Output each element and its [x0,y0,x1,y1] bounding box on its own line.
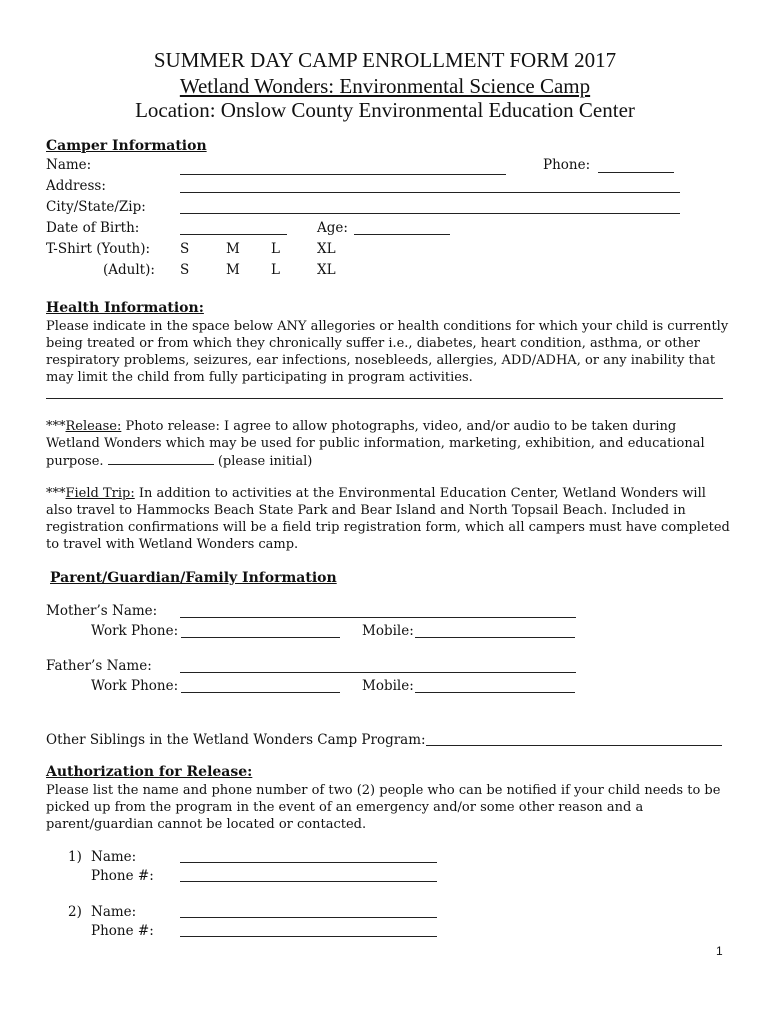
field-trip-label: Field Trip: [65,486,135,501]
father-name-field[interactable] [180,672,576,673]
siblings-field[interactable] [426,745,722,746]
father-mobile-field[interactable] [415,692,575,693]
mother-mobile-label: Mobile: [362,623,414,639]
camper-address-label: Address: [46,178,106,194]
contact-1-phone-field[interactable] [180,881,437,882]
father-work-phone-field[interactable] [181,692,340,693]
youth-size-xl[interactable]: XL [317,241,336,257]
camper-name-field[interactable] [180,174,506,175]
form-title: SUMMER DAY CAMP ENROLLMENT FORM 2017 [153,48,617,72]
release-prefix: *** [46,419,66,434]
mother-name-label: Mother’s Name: [46,603,158,619]
camper-phone-field[interactable] [598,172,674,173]
page-number: 1 [716,944,723,958]
camper-dob-field[interactable] [180,234,287,235]
release-paragraph [46,418,730,470]
tshirt-adult-label: (Adult): [103,262,155,278]
release-label: Release: [65,419,122,434]
health-info-text: Please indicate in the space below ANY allegories or health conditions for which your child is currently being treated or from which they chronically suffer i.e., diabetes, heart condition, asthma, or other respiratory problems, seizures, ear infections, nosebleeds, allergies, ADD/ADHA, or any inability that may limit the child from fully participating in program activities. [46,319,729,385]
siblings-label: Other Siblings in the Wetland Wonders Camp Program: [46,732,426,748]
mother-mobile-field[interactable] [415,637,575,638]
father-mobile-label: Mobile: [362,678,414,694]
contact-1-name-field[interactable] [180,862,437,863]
release-initial-field[interactable] [108,452,214,465]
camper-phone-label: Phone: [543,157,591,173]
father-name-label: Father’s Name: [46,658,152,674]
contact-1-number: 1) [68,849,82,865]
contact-1-phone-label: Phone #: [91,868,154,884]
camper-name-label: Name: [46,157,92,173]
adult-size-s[interactable]: S [180,262,190,278]
authorization-text: Please list the name and phone number of two (2) people who can be notified if your child needs to be picked up from the program in the event of an emergency and/or some other reason and a parent/guardian cannot be located or contacted. [46,783,721,832]
mother-work-phone-label: Work Phone: [91,623,179,639]
youth-size-m[interactable]: M [226,241,240,257]
health-info-field[interactable] [46,398,723,399]
field-trip-paragraph [46,485,730,553]
adult-size-l[interactable]: L [271,262,280,278]
camp-subtitle: Wetland Wonders: Environmental Science Camp [179,74,591,98]
contact-2-phone-field[interactable] [180,936,437,937]
camper-dob-label: Date of Birth: [46,220,140,236]
health-info-heading: Health Information: [46,300,204,316]
release-text: Photo release: I agree to allow photographs, video, and/or audio to be taken during Wetland Wonders which may be used for public information, marketing, exhibition, and educational purpose. [46,419,705,469]
contact-2-phone-label: Phone #: [91,923,154,939]
tshirt-youth-label: T-Shirt (Youth): [46,241,151,257]
contact-1-name-label: Name: [91,849,137,865]
youth-size-l[interactable]: L [271,241,280,257]
camper-address-field[interactable] [180,192,680,193]
adult-size-xl[interactable]: XL [317,262,336,278]
release-initial-label: (please initial) [217,454,313,469]
field-trip-prefix: *** [46,486,66,501]
field-trip-text: In addition to activities at the Environmental Education Center, Wetland Wonders will also travel to Hammocks Beach State Park and Bear Island and North Topsail Beach. Included in registration confirmations will be a field trip registration form, which all campers must have completed to travel with Wetland Wonders camp. [46,486,730,552]
camper-age-label: Age: [317,220,348,236]
camper-age-field[interactable] [354,234,450,235]
camper-city-field[interactable] [180,213,680,214]
camper-info-heading: Camper Information [46,138,207,154]
authorization-heading: Authorization for Release: [46,764,253,780]
father-work-phone-label: Work Phone: [91,678,179,694]
contact-2-number: 2) [68,904,82,920]
adult-size-m[interactable]: M [226,262,240,278]
youth-size-s[interactable]: S [180,241,190,257]
contact-2-name-field[interactable] [180,917,437,918]
contact-2-name-label: Name: [91,904,137,920]
parent-info-heading: Parent/Guardian/Family Information [50,570,337,586]
mother-work-phone-field[interactable] [181,637,340,638]
mother-name-field[interactable] [180,617,576,618]
camper-city-label: City/State/Zip: [46,199,146,215]
location-title: Location: Onslow County Environmental Education Center [135,98,635,122]
